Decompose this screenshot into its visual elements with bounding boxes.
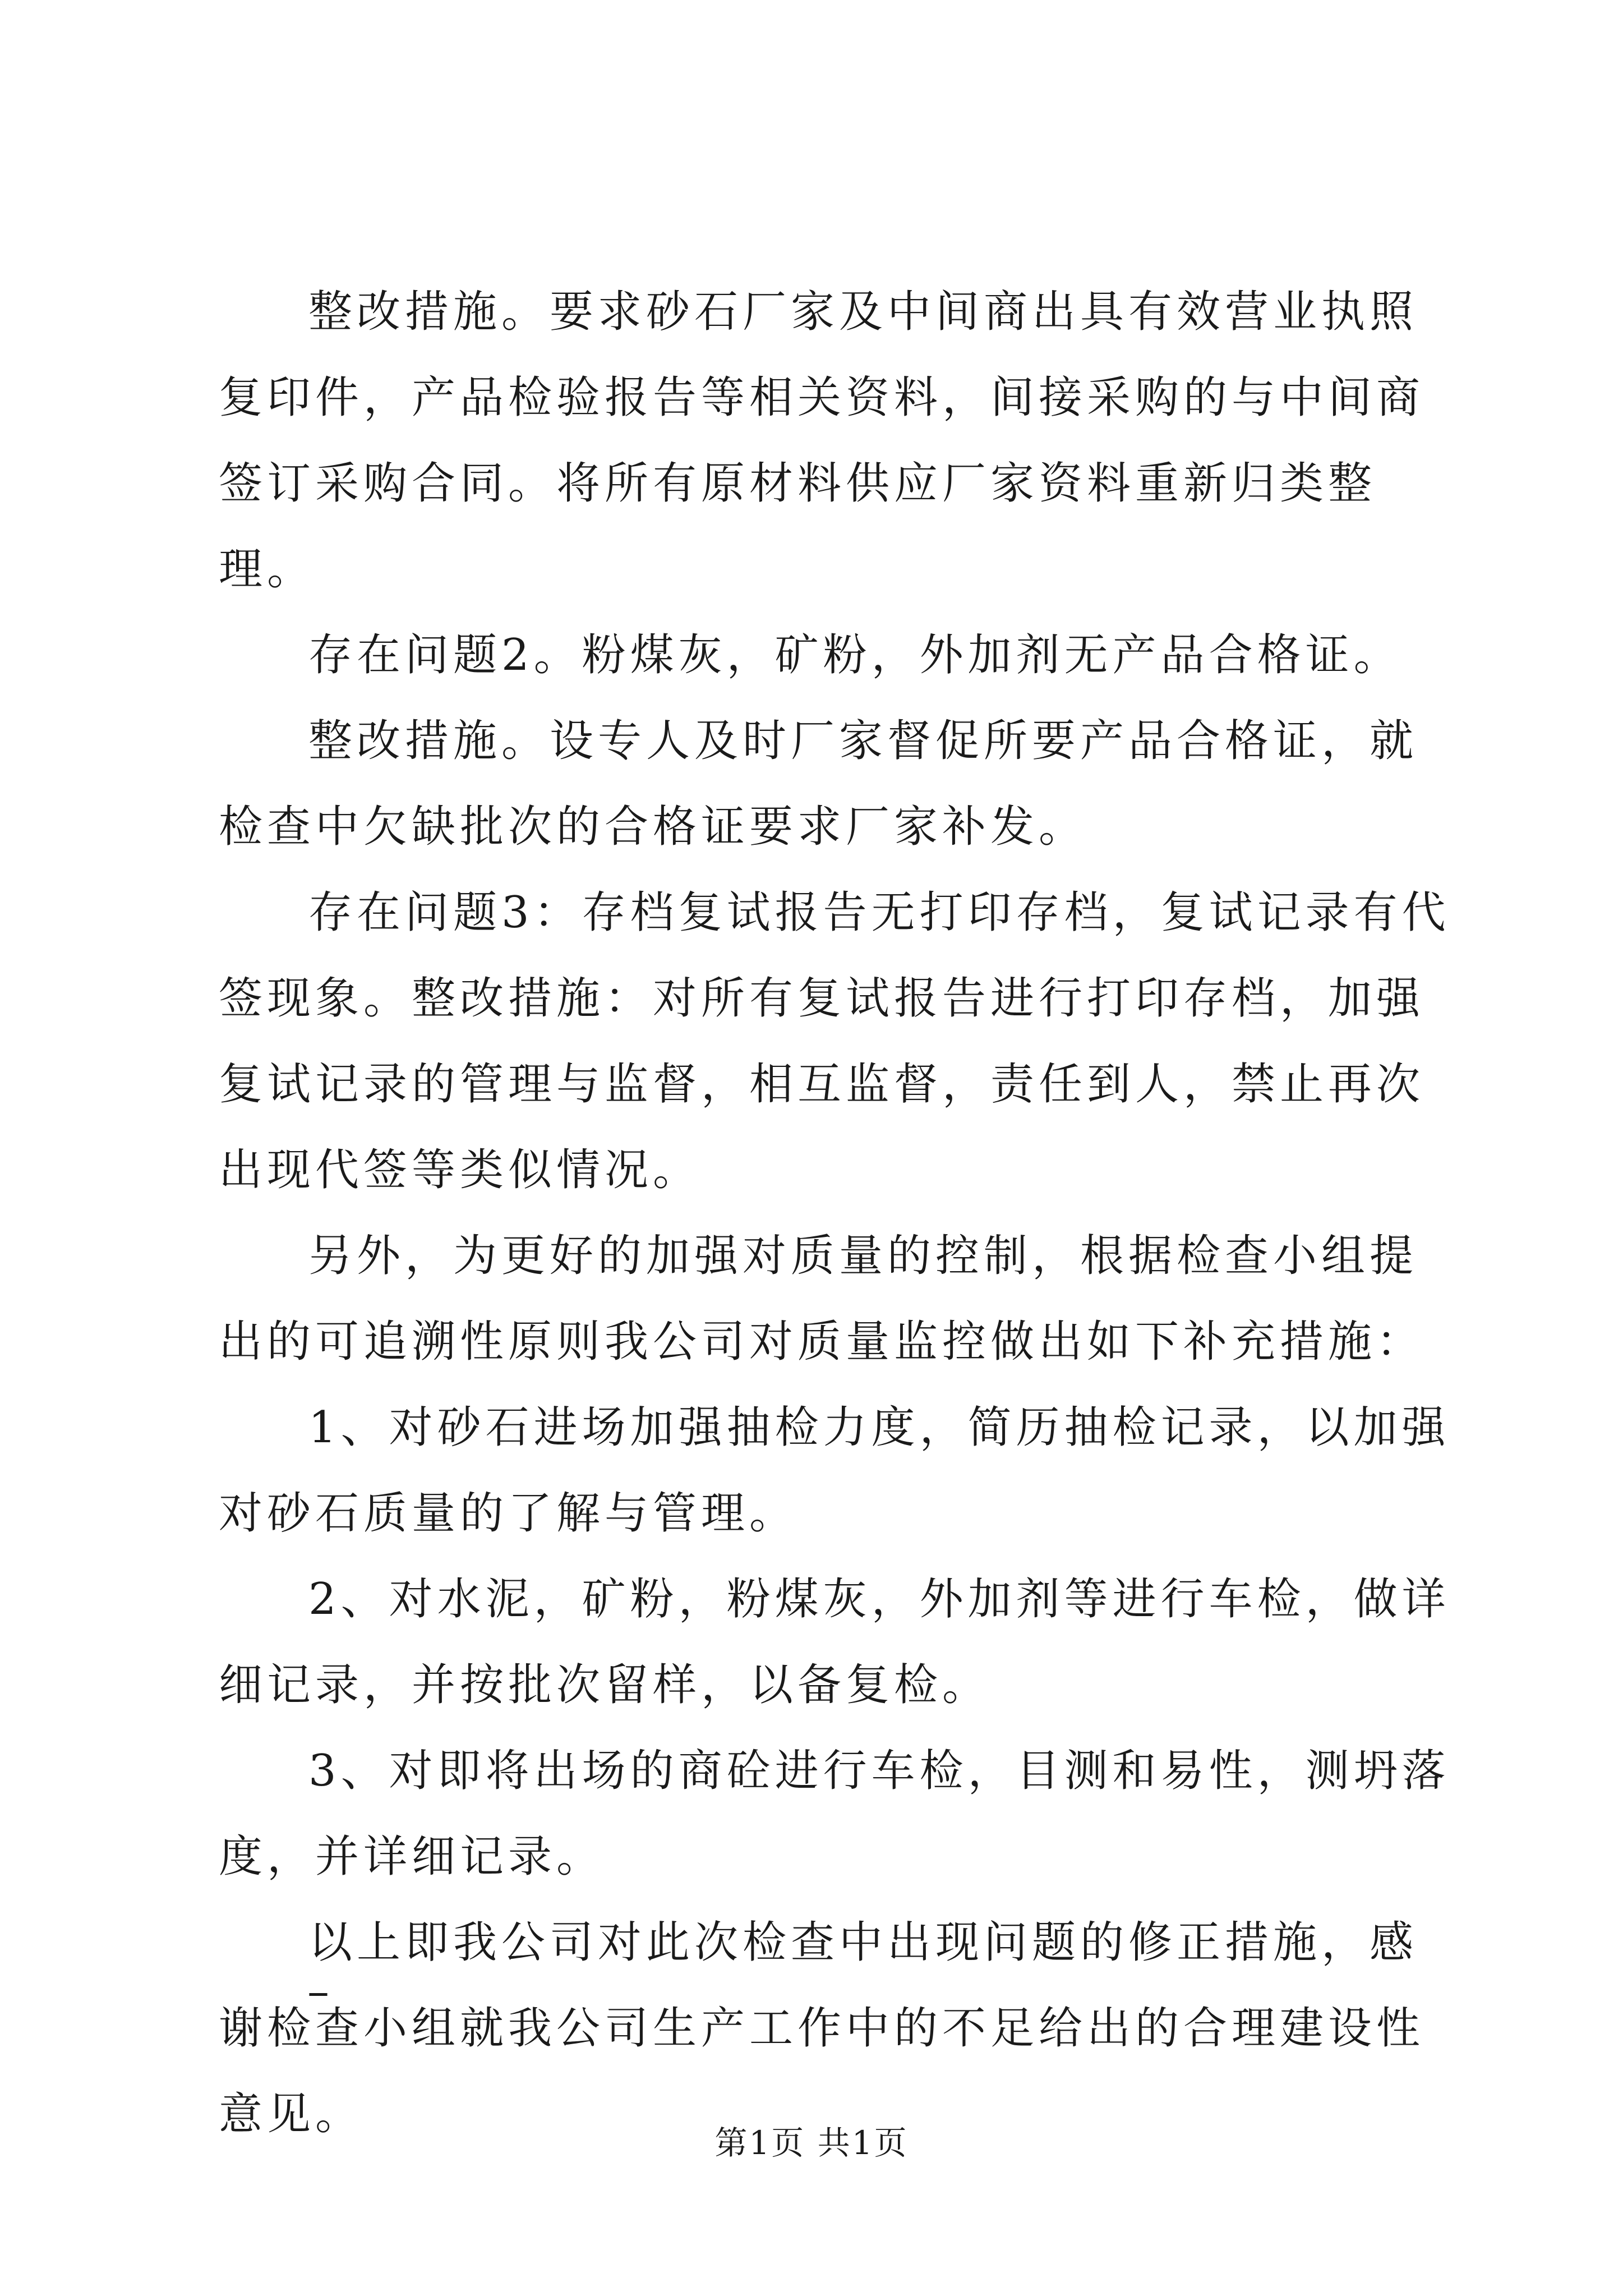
paragraph-rectification-2: 整改措施。设专人及时厂家督促所要产品合格证，就检查中欠缺批次的合格证要求厂家补发。 [219,716,1418,852]
paragraph-supplement-intro: 另外，为更好的加强对质量的控制，根据检查小组提出的可追溯性原则我公司对质量监控做出如下补充措施： [219,1231,1425,1367]
paragraph-rectification-1: 整改措施。要求砂石厂家及中间商出具有效营业执照复印件，产品检验报告等相关资料，间接采购的与中间商签订采购合同。将所有原材料供应厂家资料重新归类整理。 [219,287,1425,595]
paragraph-measure-2: 2、对水泥，矿粉，粉煤灰，外加剂等进行车检，做详细记录，并按批次留样，以备复检。 [219,1574,1450,1710]
paragraph-measure-1: 1、对砂石进场加强抽检力度，简历抽检记录，以加强对砂石质量的了解与管理。 [219,1402,1450,1539]
trailing-dash-mark: – [307,1966,329,2017]
page-number-footer: 第1页 共1页 [714,2124,909,2162]
paragraph-measure-3: 3、对即将出场的商砼进行车检，目测和易性，测坍落度，并详细记录。 [219,1746,1450,1882]
paragraph-problem-2: 存在问题2。粉煤灰，矿粉，外加剂无产品合格证。 [308,630,1402,680]
paragraph-conclusion: 以上即我公司对此次检查中出现问题的修正措施，感谢检查小组就我公司生产工作中的不足给出的合理建设性意见。 [219,1917,1425,2139]
paragraph-problem-3: 存在问题3：存档复试报告无打印存档，复试记录有代签现象。整改措施：对所有复试报告进行打印存档，加强复试记录的管理与监督，相互监督，责任到人，禁止再次出现代签等类似情况。 [219,887,1450,1195]
document-body [219,269,1458,2157]
